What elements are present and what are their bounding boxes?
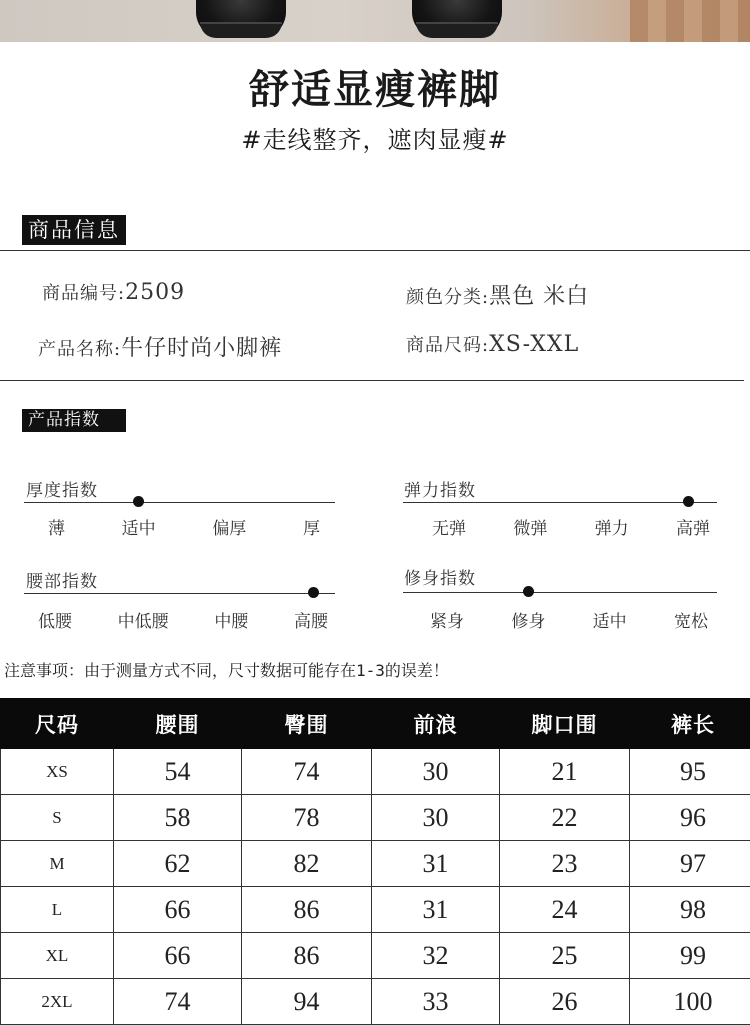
waist-index-options: [38, 607, 328, 632]
table-cell: 32: [372, 933, 500, 979]
product-index-label: 产品指数: [22, 409, 126, 432]
fit-index-title: 修身指数: [404, 564, 476, 589]
info-key: 商品编号:: [42, 279, 125, 305]
size-cell: M: [1, 841, 114, 887]
column-header: 脚口围: [500, 699, 630, 749]
index-option: 适中: [122, 514, 156, 539]
thickness-index-marker: [133, 496, 144, 507]
size-cell: S: [1, 795, 114, 841]
elasticity-index-title: 弹力指数: [404, 476, 476, 501]
divider: [0, 250, 750, 251]
info-item-name: [38, 331, 282, 362]
table-cell: 33: [372, 979, 500, 1025]
size-table: [0, 698, 750, 1025]
table-cell: 66: [114, 933, 242, 979]
table-cell: 22: [500, 795, 630, 841]
size-cell: XS: [1, 749, 114, 795]
table-cell: 23: [500, 841, 630, 887]
index-option: 高弹: [676, 514, 710, 539]
index-option: 无弹: [432, 514, 466, 539]
info-value: 2509: [125, 280, 185, 305]
size-table-header-row: [1, 699, 750, 749]
table-cell: 78: [242, 795, 372, 841]
wood-panel-image: [630, 0, 750, 42]
index-option: 中腰: [214, 607, 248, 632]
table-row: [1, 749, 750, 795]
index-option: 紧身: [430, 607, 464, 632]
column-header: 裤长: [630, 699, 750, 749]
info-key: 颜色分类:: [406, 283, 489, 309]
table-cell: 99: [630, 933, 750, 979]
index-option: 宽松: [674, 607, 708, 632]
column-header: 腰围: [114, 699, 242, 749]
table-cell: 82: [242, 841, 372, 887]
page-subtitle: #走线整齐，遮肉显瘦#: [0, 120, 750, 155]
table-cell: 31: [372, 887, 500, 933]
fit-index-options: [430, 607, 708, 632]
index-option: 微弹: [513, 514, 547, 539]
right-shoe-image: [412, 0, 502, 38]
waist-index-marker: [308, 587, 319, 598]
column-header: 尺码: [1, 699, 114, 749]
table-cell: 21: [500, 749, 630, 795]
table-cell: 62: [114, 841, 242, 887]
info-item-code: [42, 279, 185, 305]
page-title: 舒适显瘦裤脚: [0, 58, 750, 115]
table-cell: 31: [372, 841, 500, 887]
thickness-index-scale: [24, 502, 335, 503]
divider: [0, 380, 744, 381]
index-option: 薄: [48, 514, 65, 539]
table-cell: 100: [630, 979, 750, 1025]
info-item-color: [406, 279, 589, 310]
table-cell: 30: [372, 795, 500, 841]
table-cell: 86: [242, 887, 372, 933]
table-cell: 24: [500, 887, 630, 933]
table-cell: 58: [114, 795, 242, 841]
info-value: XS-XXL: [489, 332, 579, 357]
table-row: [1, 933, 750, 979]
info-value: 黑色 米白: [489, 279, 589, 310]
table-cell: 96: [630, 795, 750, 841]
table-cell: 30: [372, 749, 500, 795]
table-row: [1, 841, 750, 887]
index-option: 厚: [303, 514, 320, 539]
size-cell: L: [1, 887, 114, 933]
table-row: [1, 795, 750, 841]
table-cell: 66: [114, 887, 242, 933]
product-photo-strip: [0, 0, 750, 42]
size-cell: 2XL: [1, 979, 114, 1025]
fit-index-marker: [523, 586, 534, 597]
thickness-index-options: [48, 514, 320, 539]
elasticity-index-scale: [403, 502, 717, 503]
column-header: 前浪: [372, 699, 500, 749]
table-cell: 94: [242, 979, 372, 1025]
elasticity-index-options: [432, 514, 710, 539]
table-cell: 74: [114, 979, 242, 1025]
elasticity-index-marker: [683, 496, 694, 507]
table-cell: 74: [242, 749, 372, 795]
table-cell: 26: [500, 979, 630, 1025]
waist-index-title: 腰部指数: [26, 567, 98, 592]
table-cell: 86: [242, 933, 372, 979]
product-info-label: 商品信息: [22, 215, 126, 245]
index-option: 中低腰: [118, 607, 169, 632]
left-shoe-image: [196, 0, 286, 38]
measurement-notice: 注意事项：由于测量方式不同，尺寸数据可能存在1-3的误差！: [4, 658, 449, 681]
table-row: [1, 979, 750, 1025]
table-cell: 54: [114, 749, 242, 795]
index-option: 弹力: [595, 514, 629, 539]
index-option: 偏厚: [212, 514, 246, 539]
fit-index-scale: [403, 592, 717, 593]
size-cell: XL: [1, 933, 114, 979]
index-option: 低腰: [38, 607, 72, 632]
table-cell: 25: [500, 933, 630, 979]
table-row: [1, 887, 750, 933]
index-option: 高腰: [294, 607, 328, 632]
column-header: 臀围: [242, 699, 372, 749]
info-item-size: [406, 331, 579, 357]
info-key: 产品名称:: [38, 335, 121, 361]
thickness-index-title: 厚度指数: [26, 476, 98, 501]
index-option: 修身: [511, 607, 545, 632]
table-cell: 97: [630, 841, 750, 887]
index-option: 适中: [593, 607, 627, 632]
info-value: 牛仔时尚小脚裤: [121, 331, 282, 362]
table-cell: 98: [630, 887, 750, 933]
info-key: 商品尺码:: [406, 331, 489, 357]
waist-index-scale: [24, 593, 335, 594]
table-cell: 95: [630, 749, 750, 795]
